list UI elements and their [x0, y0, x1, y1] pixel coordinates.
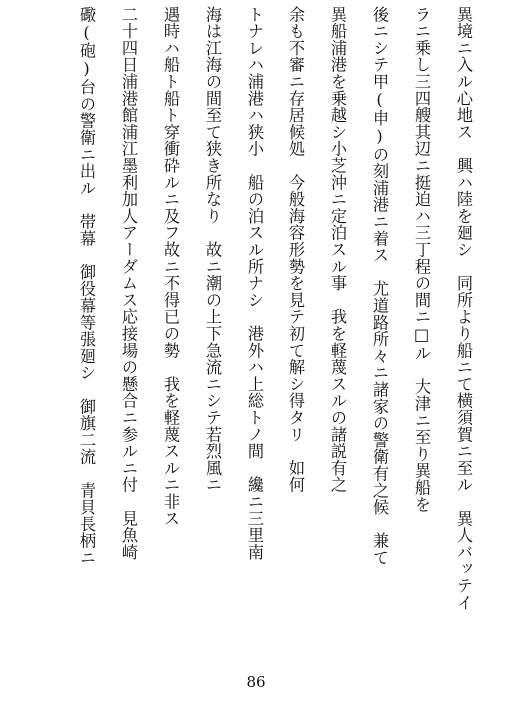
text-column-1: 異境ニ入ル心地ス 興ハ陸を廻シ 同所より船ニて横須賀ニ至ル 異人バッテイ [454, 6, 473, 611]
text-column-5: 余も不審ニ存居候処 今般海容形勢を見テ初て解シ得タリ 如何 [286, 6, 305, 494]
page-number: 86 [246, 673, 266, 691]
text-column-6: トナレハ浦港ハ狭小 船の泊スル所ナシ 港外ハ上総トノ間 纔ニ三里南 [245, 6, 264, 561]
text-column-9: 二十四日浦港館浦江墨利加人アーダムス応接場の懸合ニ参ルニ付 見魚崎 [119, 6, 138, 561]
text-column-4: 異船浦港を乗越シ小芝沖ニ定泊スル事 我を軽蔑スルの諸説有之 [328, 6, 347, 494]
text-column-3: 後ニシテ甲(申)の刻浦港ニ着ス 尤道路所々ニ諸家の警衛有之候 兼て [370, 6, 389, 566]
text-column-7: 海は江海の間至て狭き所なり 故ニ潮の上下急流ニシテ若烈風ニ [203, 6, 222, 494]
text-column-10: 礮(砲)台の警衛ニ出ル 帯幕 御役幕等張廻シ 御旗二流 青貝長柄ニ [77, 6, 96, 566]
text-column-8: 遇時ハ船ト船ト穿衝砕ルニ及フ故ニ不得已の勢 我を軽蔑スルニ非ス [161, 6, 180, 527]
text-column-2: ラニ乗し三四艘其辺ニ挺迫ハ三丁程の間ニ□ル 大津ニ至り異船を [412, 6, 431, 513]
